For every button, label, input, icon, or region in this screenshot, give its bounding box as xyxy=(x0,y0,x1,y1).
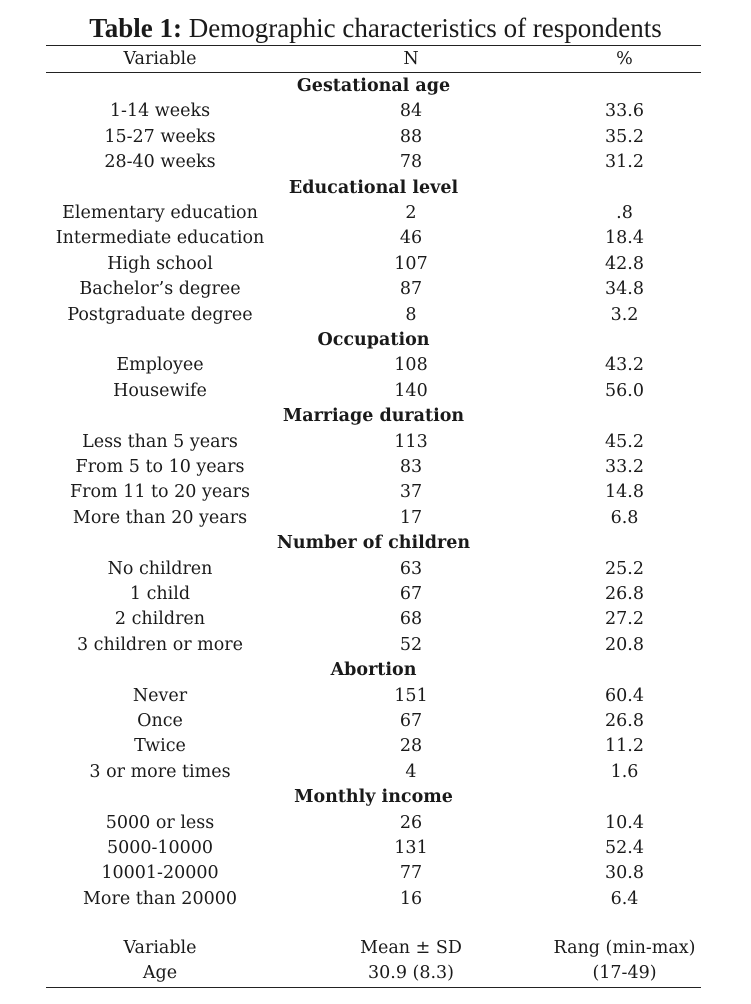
row-percent: 35.2 xyxy=(605,126,644,147)
row-n: 8 xyxy=(405,304,417,325)
row-percent: 30.8 xyxy=(605,863,644,884)
table-row xyxy=(46,277,701,302)
table-title-label: Table 1: xyxy=(89,13,182,43)
row-label: No children xyxy=(107,558,213,579)
section-header: Educational level xyxy=(288,177,459,198)
header-variable: Variable xyxy=(123,49,197,69)
row-n: 84 xyxy=(399,101,423,122)
age-mean: 30.9 (8.3) xyxy=(367,963,454,983)
row-n: 83 xyxy=(399,457,423,477)
row-n: 140 xyxy=(394,380,428,401)
table-title-text: Demographic characteristics of respondents xyxy=(181,13,662,43)
row-label: 15-27 weeks xyxy=(104,126,216,147)
table-row xyxy=(46,99,701,124)
row-n: 151 xyxy=(394,685,428,706)
section-header: Abortion xyxy=(330,660,417,681)
age-header-range: Rang (min-max) xyxy=(553,938,696,958)
section-header: Occupation xyxy=(317,330,430,350)
row-n: 4 xyxy=(405,761,417,782)
row-n: 113 xyxy=(394,431,428,452)
row-percent: 31.2 xyxy=(605,152,644,173)
row-label: From 5 to 10 years xyxy=(75,457,245,477)
row-label: Employee xyxy=(116,355,204,376)
table-row xyxy=(46,760,701,785)
row-percent: 14.8 xyxy=(605,482,644,503)
row-label: 5000-10000 xyxy=(106,838,214,858)
table-row xyxy=(46,557,701,582)
row-label: Twice xyxy=(134,736,186,757)
row-percent: 20.8 xyxy=(605,634,644,655)
row-percent: 1.6 xyxy=(610,761,639,782)
bottom-rule xyxy=(46,987,701,988)
row-label: 3 or more times xyxy=(89,761,231,782)
row-n: 52 xyxy=(399,634,423,655)
row-percent: 33.6 xyxy=(605,101,644,122)
row-label: Once xyxy=(137,711,183,731)
row-n: 46 xyxy=(399,228,423,249)
row-n: 28 xyxy=(399,736,423,757)
row-n: 67 xyxy=(399,711,423,731)
table-row xyxy=(46,861,701,886)
row-label: Elementary education xyxy=(62,203,258,223)
row-percent: 34.8 xyxy=(605,279,644,300)
row-label: 1-14 weeks xyxy=(109,101,211,122)
header-rule xyxy=(46,72,701,73)
row-label: Less than 5 years xyxy=(82,431,238,452)
row-n: 17 xyxy=(399,507,423,528)
table-row xyxy=(46,506,701,531)
row-label: Postgraduate degree xyxy=(67,304,253,325)
row-label: Housewife xyxy=(113,380,207,401)
row-percent: 11.2 xyxy=(605,736,644,757)
row-n: 78 xyxy=(399,152,423,173)
row-label: 10001-20000 xyxy=(101,863,219,884)
table-row xyxy=(46,150,701,175)
section-header: Gestational age xyxy=(296,76,451,96)
table-row xyxy=(46,811,701,836)
table-row xyxy=(46,836,701,861)
row-n: 108 xyxy=(394,355,428,376)
row-percent: 3.2 xyxy=(610,304,639,325)
table-row xyxy=(46,887,701,912)
row-percent: 45.2 xyxy=(605,431,644,452)
table-row xyxy=(46,252,701,277)
row-percent: 25.2 xyxy=(605,558,644,579)
row-percent: 6.4 xyxy=(610,888,639,909)
table-row xyxy=(46,303,701,328)
table-row xyxy=(46,226,701,251)
row-percent: 26.8 xyxy=(605,711,644,731)
table-row xyxy=(46,709,701,734)
age-header-mean: Mean ± SD xyxy=(360,938,462,958)
row-percent: 26.8 xyxy=(605,584,644,604)
row-n: 107 xyxy=(394,253,428,274)
header-n: N xyxy=(403,49,419,69)
age-label: Age xyxy=(142,963,178,983)
row-n: 37 xyxy=(399,482,423,503)
table-row xyxy=(46,633,701,658)
row-n: 131 xyxy=(394,838,428,858)
row-percent: 33.2 xyxy=(605,457,644,477)
age-row xyxy=(46,961,701,986)
row-n: 67 xyxy=(399,584,423,604)
row-label: Bachelor’s degree xyxy=(79,279,241,300)
row-label: 3 children or more xyxy=(76,634,244,655)
row-label: From 11 to 20 years xyxy=(69,482,251,503)
table-row xyxy=(46,734,701,759)
table-row xyxy=(46,455,701,480)
table-row xyxy=(46,379,701,404)
row-percent: 6.8 xyxy=(610,507,639,528)
section-header: Number of children xyxy=(276,533,471,554)
row-label: More than 20000 xyxy=(83,888,237,909)
row-percent: 18.4 xyxy=(605,228,644,249)
row-percent: 60.4 xyxy=(605,685,644,706)
row-label: 2 children xyxy=(114,609,206,630)
row-n: 88 xyxy=(399,126,423,147)
row-label: 1 child xyxy=(129,584,191,604)
age-header-variable: Variable xyxy=(123,938,197,958)
row-n: 26 xyxy=(399,812,423,833)
age-range: (17-49) xyxy=(592,963,657,983)
header-row xyxy=(46,47,701,72)
section-header: Monthly income xyxy=(294,787,453,808)
table-row xyxy=(46,353,701,378)
row-n: 16 xyxy=(399,888,423,909)
section-header: Marriage duration xyxy=(282,406,465,427)
table-row xyxy=(46,582,701,607)
table-row xyxy=(46,201,701,226)
row-label: More than 20 years xyxy=(72,507,248,528)
row-n: 77 xyxy=(399,863,423,884)
table-row xyxy=(46,684,701,709)
row-label: 5000 or less xyxy=(105,812,215,833)
row-percent: 27.2 xyxy=(605,609,644,630)
table-row xyxy=(46,480,701,505)
row-n: 2 xyxy=(405,203,417,223)
table-row xyxy=(46,125,701,150)
table-title xyxy=(0,12,751,44)
age-header-row xyxy=(46,936,701,961)
row-n: 87 xyxy=(399,279,423,300)
row-percent: .8 xyxy=(616,203,633,223)
row-label: 28-40 weeks xyxy=(104,152,216,173)
row-percent: 43.2 xyxy=(605,355,644,376)
row-percent: 56.0 xyxy=(605,380,644,401)
top-rule xyxy=(46,45,701,46)
row-n: 63 xyxy=(399,558,423,579)
row-label: Never xyxy=(132,685,188,706)
table-row xyxy=(46,607,701,632)
row-label: High school xyxy=(107,253,213,274)
table-row xyxy=(46,430,701,455)
row-percent: 42.8 xyxy=(605,253,644,274)
header-percent: % xyxy=(616,49,633,69)
row-percent: 52.4 xyxy=(605,838,644,858)
row-n: 68 xyxy=(399,609,423,630)
row-label: Intermediate education xyxy=(55,228,265,249)
row-percent: 10.4 xyxy=(605,812,644,833)
